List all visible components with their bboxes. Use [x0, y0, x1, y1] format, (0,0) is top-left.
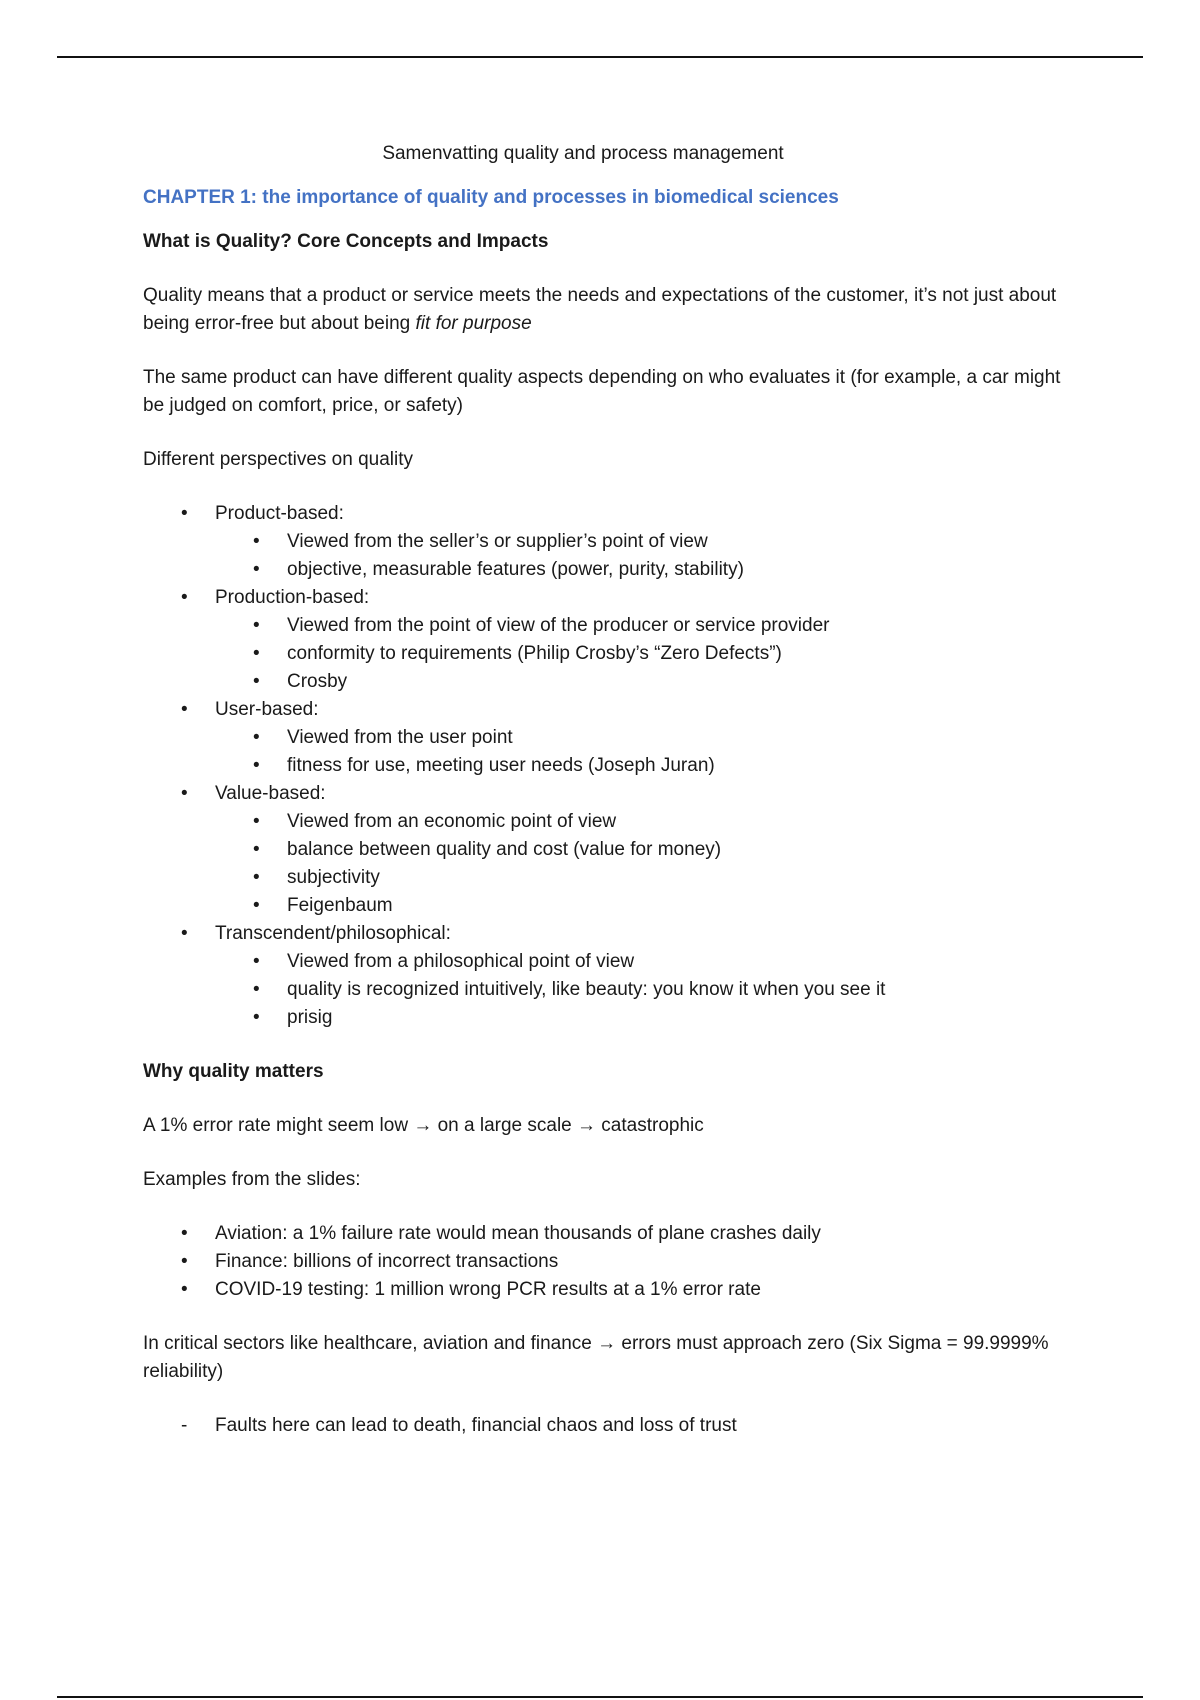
list-item-text: objective, measurable features (power, purity, stability) — [287, 559, 744, 580]
section-heading-why-quality: Why quality matters — [143, 1061, 324, 1082]
quality-aspects-paragraph: The same product can have different quality aspects depending on who evaluates it (for example, a car might be judged on comfort, price, or safety) — [143, 367, 1061, 416]
perspective-label: User-based: — [215, 699, 319, 720]
sub-list — [215, 724, 1063, 780]
sub-list — [215, 612, 1063, 696]
list-item-text: Viewed from the seller’s or supplier’s point of view — [287, 531, 708, 552]
list-item-text: subjectivity — [287, 867, 380, 888]
bullet-icon: • — [181, 1223, 188, 1244]
examples-intro: Examples from the slides: — [143, 1169, 361, 1190]
bullet-icon: • — [181, 699, 188, 720]
list-item — [215, 556, 1063, 584]
sub-list — [215, 528, 1063, 584]
list-item-text: Aviation: a 1% failure rate would mean thousands of plane crashes daily — [215, 1223, 821, 1244]
list-item-text: prisig — [287, 1007, 333, 1028]
list-item — [215, 668, 1063, 696]
bullet-icon: • — [181, 783, 188, 804]
bullet-icon: • — [253, 615, 260, 636]
bullet-icon: • — [181, 923, 188, 944]
section-heading-quality: What is Quality? Core Concepts and Impacts — [143, 231, 549, 252]
list-item — [143, 920, 1063, 1032]
list-item-text: conformity to requirements (Philip Crosby’s “Zero Defects”) — [287, 643, 782, 664]
list-item — [215, 864, 1063, 892]
bullet-icon: • — [181, 587, 188, 608]
footer-rule — [57, 1696, 1143, 1698]
bullet-icon: • — [253, 867, 260, 888]
list-item — [215, 976, 1063, 1004]
list-item-text: COVID-19 testing: 1 million wrong PCR results at a 1% error rate — [215, 1279, 761, 1300]
perspective-label: Transcendent/philosophical: — [215, 923, 451, 944]
faults-item — [143, 1412, 1063, 1440]
perspective-label: Value-based: — [215, 783, 326, 804]
list-item-text: Viewed from a philosophical point of view — [287, 951, 635, 972]
bullet-icon: • — [253, 979, 260, 1000]
list-item-text: Viewed from an economic point of view — [287, 811, 617, 832]
bullet-icon: • — [181, 503, 188, 524]
bullet-icon: • — [253, 671, 260, 692]
list-item-text: Feigenbaum — [287, 895, 393, 916]
bullet-icon: • — [253, 1007, 260, 1028]
list-item — [215, 612, 1063, 640]
examples-list — [143, 1220, 1063, 1304]
list-item — [143, 500, 1063, 584]
bullet-icon: • — [253, 811, 260, 832]
list-item — [215, 528, 1063, 556]
list-item — [215, 724, 1063, 752]
fit-for-purpose-emphasis: fit for purpose — [415, 313, 532, 334]
list-item-text: balance between quality and cost (value for money) — [287, 839, 722, 860]
perspective-label: Product-based: — [215, 503, 344, 524]
bullet-icon: • — [253, 727, 260, 748]
bullet-icon: • — [253, 755, 260, 776]
list-item-text: Viewed from the point of view of the producer or service provider — [287, 615, 830, 636]
chapter-heading: CHAPTER 1: the importance of quality and processes in biomedical sciences — [143, 187, 839, 208]
bullet-icon: • — [253, 951, 260, 972]
list-item — [215, 808, 1063, 836]
list-item — [143, 584, 1063, 696]
bullet-icon: • — [253, 531, 260, 552]
list-item — [143, 696, 1063, 780]
quality-definition-paragraph — [143, 282, 1063, 338]
bullet-icon: • — [253, 895, 260, 916]
list-item — [143, 1220, 1063, 1248]
list-item — [143, 1248, 1063, 1276]
faults-text: Faults here can lead to death, financial chaos and loss of trust — [215, 1415, 737, 1436]
list-item-text: fitness for use, meeting user needs (Joseph Juran) — [287, 755, 715, 776]
list-item-text: Crosby — [287, 671, 348, 692]
quality-definition-text: Quality means that a product or service meets the needs and expectations of the customer, it’s not just about being error-free but about being — [143, 285, 1057, 334]
perspectives-intro: Different perspectives on quality — [143, 449, 414, 470]
perspective-label: Production-based: — [215, 587, 370, 608]
list-item — [215, 752, 1063, 780]
sub-list — [215, 808, 1063, 920]
document-title: Samenvatting quality and process management — [382, 143, 784, 164]
sub-list — [215, 948, 1063, 1032]
document-body — [143, 140, 1063, 1440]
dash-icon: - — [181, 1415, 188, 1436]
perspectives-list — [143, 500, 1063, 1032]
bullet-icon: • — [181, 1279, 188, 1300]
bullet-icon: • — [253, 643, 260, 664]
header-rule — [57, 56, 1143, 58]
error-rate-paragraph: A 1% error rate might seem low → on a large scale → catastrophic — [143, 1115, 704, 1136]
critical-sectors-paragraph: In critical sectors like healthcare, aviation and finance → errors must approach zero (Six Sigma = 99.9999% reliability) — [143, 1333, 1049, 1382]
list-item — [143, 780, 1063, 920]
list-item — [215, 1004, 1063, 1032]
list-item-text: quality is recognized intuitively, like beauty: you know it when you see it — [287, 979, 886, 1000]
bullet-icon: • — [253, 559, 260, 580]
list-item-text: Viewed from the user point — [287, 727, 513, 748]
list-item — [215, 892, 1063, 920]
list-item — [215, 836, 1063, 864]
bullet-icon: • — [181, 1251, 188, 1272]
list-item — [215, 948, 1063, 976]
list-item-text: Finance: billions of incorrect transactions — [215, 1251, 559, 1272]
list-item — [143, 1276, 1063, 1304]
list-item — [215, 640, 1063, 668]
bullet-icon: • — [253, 839, 260, 860]
